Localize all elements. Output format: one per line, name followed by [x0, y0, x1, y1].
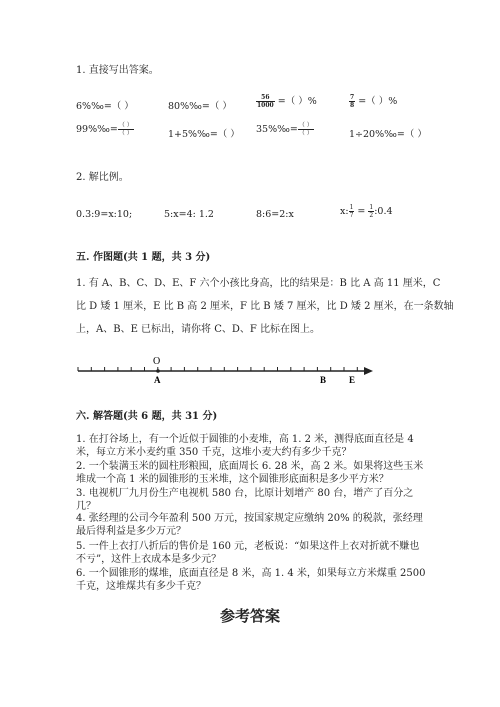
section5-line-2: 比 D 矮 1 厘米，E 比 B 高 2 厘米，F 比 B 矮 7 厘米，比 D 矮 2 厘米，在一条数轴	[76, 301, 454, 312]
section2-title: 2. 解比例。	[76, 172, 129, 183]
section5-line-3: 上，A、B、E 已标出，请你将 C、D、F 比标在图上。	[76, 324, 321, 335]
section1-title: 1. 直接写出答案。	[76, 65, 159, 76]
fraction: $\frac{( )}{( )}$	[298, 122, 313, 137]
calc-item-2: 80%‰=（ ）	[168, 101, 232, 112]
calc-item-4: $\frac{7}{8}$ =（ ）%	[350, 94, 398, 109]
number-line	[70, 352, 380, 388]
calc-item-3: $\frac{56}{1000}$ =（ ）%	[257, 94, 317, 109]
fraction: $\frac{7}{8}$	[350, 94, 355, 109]
question-4: 4. 张经理的公司今年盈利 500 万元，按国家规定应缴纳 20% 的税款，张经理最后得利益是多少万元？	[76, 513, 423, 537]
fraction: $\frac{1}{2}$	[369, 204, 374, 219]
point-label-b: B	[320, 375, 327, 385]
question-5: 5. 一件上衣打八折后的售价是 160 元，老板说：“如果这件上衣对折就不赚也不亏”，这件上衣成本是多少元？	[76, 541, 420, 565]
point-label-a: A	[154, 375, 161, 385]
proportion-3: 8:6=2:x	[256, 209, 294, 220]
origin-label: O	[153, 356, 161, 367]
fraction: $\frac{1}{7}$	[349, 204, 354, 219]
section5-line-1: 1. 有 A、B、C、D、E、F 六个小孩比身高，比的结果是：B 比 A 高 11 厘米，C	[76, 278, 441, 289]
question-6: 6. 一个圆锥形的煤堆，底面直径是 8 米，高 1. 4 米，如果每立方米煤重 2500 千克，这堆煤共有多少千克？	[76, 568, 426, 592]
section5-heading: 五. 作图题(共 1 题，共 3 分)	[76, 252, 211, 263]
calc-item-6: 1+5%‰=（ ）	[168, 129, 240, 140]
answer-title: 参考答案	[219, 607, 280, 625]
question-1: 1. 在打谷场上，有一个近似于圆锥的小麦堆，高 1. 2 米，测得底面直径是 4 米，每立方米小麦约重 350 千克，这堆小麦大约有多少千克？	[76, 434, 414, 458]
proportion-2: 5:x=4: 1.2	[164, 209, 214, 220]
origin-point	[156, 369, 160, 373]
section6-heading: 六. 解答题(共 6 题，共 31 分)	[76, 411, 218, 422]
axis-arrow-icon	[364, 367, 373, 375]
calc-item-7: 35%‰= $\frac{( )}{( )}$	[256, 122, 313, 137]
question-3: 3. 电视机厂九月份生产电视机 580 台，比原计划增产 80 台，增产了百分之几？	[76, 488, 414, 512]
point-label-e: E	[349, 375, 356, 385]
question-2: 2. 一个装满玉米的圆柱形粮囤，底面周长 6. 28 米，高 2 米。如果将这些玉米堆成一个高 1 米的圆锥形的玉米堆，这个圆锥形底面积是多少平方米？	[76, 461, 424, 485]
calc-item-8: 1÷20%‰=（ ）	[349, 129, 427, 140]
fraction: $\frac{56}{1000}$	[257, 94, 274, 109]
calc-item-1: 6%‰=（ ）	[76, 101, 134, 112]
fraction: $\frac{( )}{( )}$	[118, 122, 133, 137]
proportion-1: 0.3:9=x:10;	[76, 209, 133, 220]
proportion-4: x: $\frac{1}{7}$ = $\frac{1}{2}$ :0.4	[340, 204, 393, 219]
calc-item-5: 99%‰= $\frac{( )}{( )}$	[76, 122, 133, 137]
